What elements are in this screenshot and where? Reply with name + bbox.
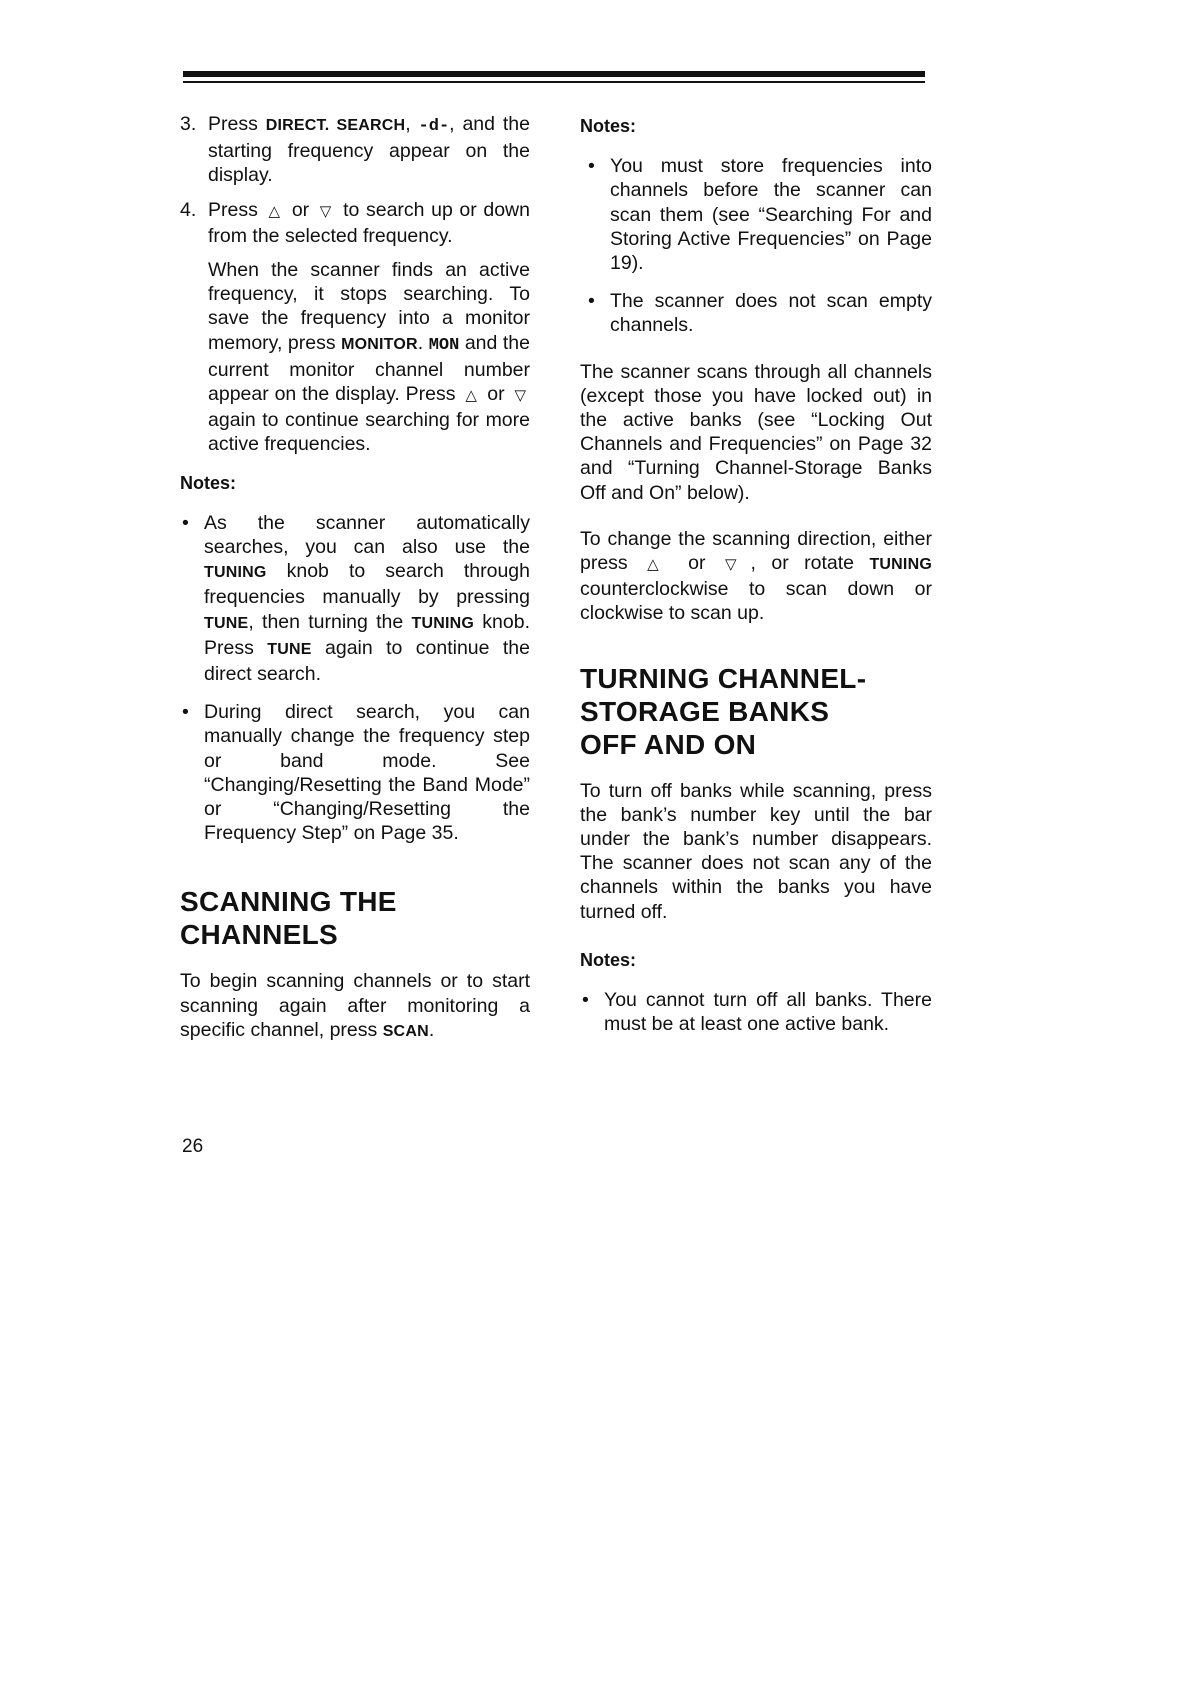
display-d: -d- bbox=[418, 117, 450, 136]
note-item bbox=[580, 988, 932, 1036]
text: As the scanner automatically searches, you can also use the bbox=[204, 511, 530, 559]
text: . bbox=[428, 1018, 435, 1041]
text: or bbox=[285, 198, 316, 221]
header-rule-thin bbox=[183, 81, 925, 83]
display-mon: MON bbox=[428, 335, 460, 355]
banks-paragraph: To turn off banks while scanning, press the bank’s number key until the bar under the bank’s number disappears. The scanner does not scan any of the channels within the banks you have turned off. bbox=[580, 779, 932, 923]
notes-label: Notes: bbox=[580, 949, 637, 970]
text: or bbox=[672, 552, 721, 575]
key-tuning: TUNING bbox=[869, 556, 932, 574]
bullet-icon: • bbox=[182, 511, 189, 534]
step-4 bbox=[180, 198, 530, 248]
down-arrow-icon: ▽ bbox=[319, 202, 333, 220]
note-text: You must store frequencies into channels before the scanner can scan them (see “Searching For and Storing Active Frequencies” on Page 19). bbox=[610, 155, 932, 275]
note-text bbox=[204, 511, 530, 686]
note-text: During direct search, you can manually change the frequency step or band mode. See “Changing/Resetting the Band Mode” or “Changing/Resetting the Frequency Step” on Page 35. bbox=[204, 701, 530, 845]
text: or bbox=[481, 383, 511, 406]
notes-label: Notes: bbox=[580, 116, 637, 136]
key-monitor: MONITOR bbox=[341, 335, 418, 353]
text: When the scanner finds an active frequency, it stops searching. To save the frequency into a monitor memory, press bbox=[208, 259, 530, 354]
text: , and the starting frequency appear on the display. bbox=[208, 113, 530, 187]
down-arrow-icon: ▽ bbox=[514, 387, 526, 405]
bullet-icon: • bbox=[588, 290, 595, 313]
bullet-icon: • bbox=[182, 701, 189, 724]
scan-info-paragraph: The scanner scans through all channels (except those you have locked out) in the active banks (see “Locking Out Channels and Frequencies” on Page 32 and “Turning Channel-Storage Banks Off and On” below). bbox=[580, 360, 932, 504]
step-4-detail bbox=[208, 258, 530, 457]
step-text bbox=[208, 198, 530, 248]
text: again to continue the direct search. bbox=[204, 636, 531, 686]
note-item bbox=[180, 511, 530, 686]
section-heading-scanning: SCANNING THE CHANNELS bbox=[180, 886, 397, 951]
text: and the current monitor channel number appear on the display. Press bbox=[208, 331, 530, 406]
text: . bbox=[417, 331, 429, 354]
text: again to continue searching for more active frequencies. bbox=[208, 409, 530, 456]
key-scan: SCAN bbox=[382, 1022, 429, 1040]
step-3 bbox=[180, 112, 530, 188]
step-number: 4. bbox=[180, 198, 197, 221]
text: , or rotate bbox=[750, 552, 870, 575]
key-tune: TUNE bbox=[204, 614, 249, 632]
text: , bbox=[405, 113, 419, 135]
down-arrow-icon: ▽ bbox=[724, 556, 747, 574]
key-direct-search: DIRECT. SEARCH bbox=[265, 117, 406, 134]
note-text: You cannot turn off all banks. There must be at least one active bank. bbox=[604, 989, 932, 1036]
text: Press bbox=[208, 113, 266, 135]
note-item bbox=[580, 289, 932, 337]
text: To begin scanning channels or to start scanning again after monitoring a specific channel, press bbox=[180, 970, 530, 1041]
step-text bbox=[208, 112, 530, 188]
up-arrow-icon: △ bbox=[647, 556, 669, 574]
left-column bbox=[180, 112, 530, 1044]
bullet-icon: • bbox=[582, 989, 589, 1012]
notes-label: Notes: bbox=[180, 472, 237, 493]
scan-direction-paragraph bbox=[580, 527, 932, 626]
text: counterclockwise to scan down or clockwise to scan up. bbox=[580, 578, 932, 625]
right-column bbox=[580, 112, 932, 1050]
text: Press bbox=[208, 198, 265, 221]
note-item bbox=[580, 154, 932, 275]
scan-paragraph bbox=[180, 969, 530, 1044]
bullet-icon: • bbox=[588, 155, 595, 178]
step-number: 3. bbox=[180, 113, 197, 135]
header-rule-thick bbox=[183, 71, 925, 77]
note-text: The scanner does not scan empty channels. bbox=[610, 290, 932, 337]
key-tuning: TUNING bbox=[204, 564, 267, 582]
key-tuning: TUNING bbox=[411, 614, 475, 632]
note-item bbox=[180, 700, 530, 845]
text: to search up or down from the selected frequency. bbox=[208, 198, 530, 247]
text: knob. Press bbox=[204, 610, 530, 659]
up-arrow-icon: △ bbox=[465, 387, 478, 405]
page-number: 26 bbox=[182, 1136, 204, 1157]
up-arrow-icon: △ bbox=[268, 202, 282, 220]
key-tune: TUNE bbox=[267, 640, 312, 658]
text: knob to search through frequencies manually by pressing bbox=[204, 560, 530, 609]
section-heading-turning-banks: TURNING CHANNEL-STORAGE BANKS OFF AND ON bbox=[580, 662, 867, 760]
text: To change the scanning direction, either press bbox=[580, 527, 932, 575]
text: , then turning the bbox=[248, 610, 412, 633]
